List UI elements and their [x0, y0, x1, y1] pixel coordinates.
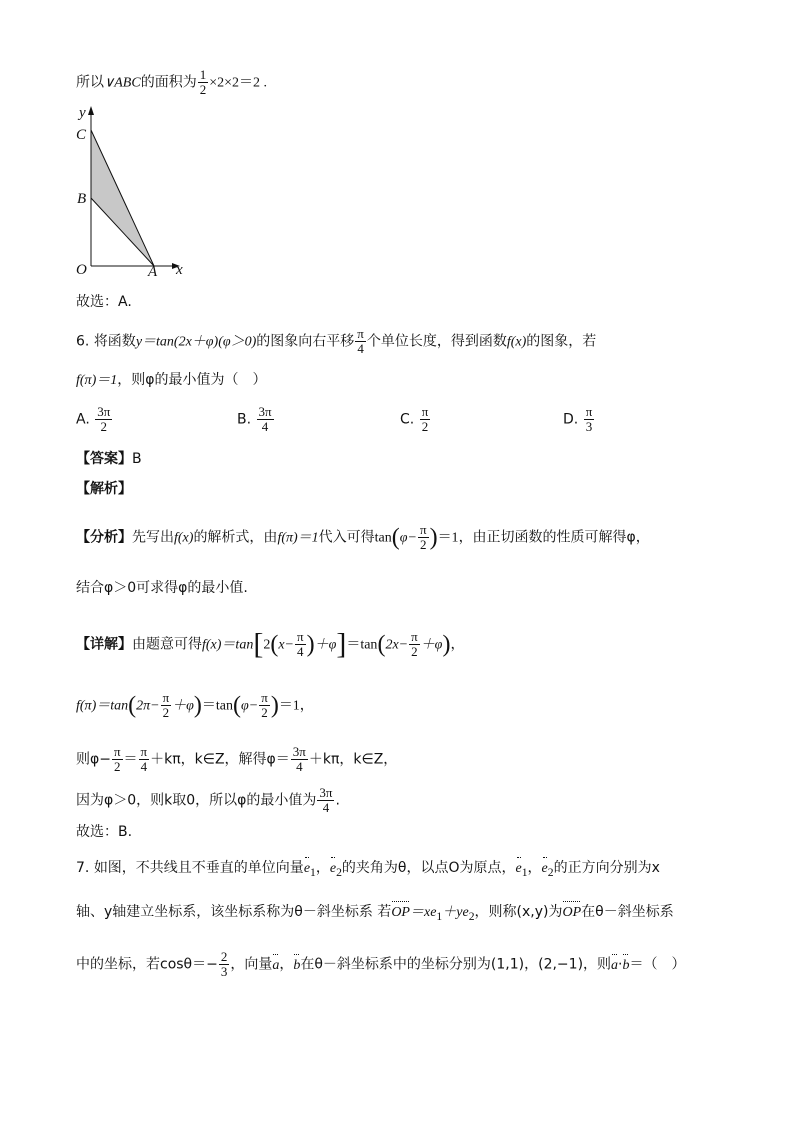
q6-question: ，则φ的最小值为（ ） — [117, 372, 267, 388]
q6-number: 6. — [76, 333, 90, 350]
answer-5: 故选：A. — [76, 294, 132, 310]
triangle-name: ∨ABC — [104, 75, 141, 91]
q6-stem-d: 的图象，若 — [526, 333, 597, 350]
q6-final: 故选：B. — [76, 824, 133, 840]
q6-stem-c: 个单位长度，得到函数 — [366, 333, 507, 350]
point-b-label: B — [77, 191, 87, 207]
area-text-b: 的面积为 — [140, 74, 197, 91]
option-a[interactable]: A. $\frac{3\pi}{2}$ — [76, 404, 111, 434]
q7-line2: 轴、y轴建立坐标系，该坐标系称为θ－斜坐标系 若$OP=xe_1+ye_2$，则称(x,y)为OP在θ－斜坐标系 — [76, 904, 674, 923]
area-tail: ×2×2＝2 . — [209, 75, 267, 91]
q6-options — [76, 405, 716, 441]
point-a-label: A — [148, 264, 158, 280]
q6-answer — [76, 449, 142, 469]
q6-stem-line2 — [76, 370, 266, 391]
q7-number: 7. — [76, 860, 90, 876]
q6-fenxi-line2: 结合φ＞0可求得φ的最小值. — [76, 580, 248, 596]
q6-shift-fraction: $\frac{\pi}{4}$ — [357, 326, 364, 356]
triangle-figure — [70, 103, 200, 283]
option-c[interactable]: C. $\frac{\pi}{2}$ — [400, 404, 429, 434]
q6-detail-line3: 则φ− $\frac{\pi}{2}$ ＝ $\frac{\pi}{4}$ ＋kπ，k∈Z，解得φ＝ $\frac{3\pi}{4}$ ＋kπ，k∈Z， — [76, 744, 398, 774]
q6-stem-a: 将函数 — [93, 333, 136, 350]
half-fraction: $\frac{1}{2}$ — [199, 67, 207, 97]
area-text-a: 所以 — [76, 74, 104, 91]
y-axis-label: y — [79, 105, 86, 121]
fenxi-tag: 【分析】 — [76, 529, 132, 546]
q6-condition: f(π)＝1 — [76, 373, 118, 388]
q7-line1: 7. 如图，不共线且不垂直的单位向量$e_1$，$e_2$的夹角为θ，以点O为原点，$e_1$，$e_2$的正方向分别为x — [76, 860, 660, 879]
q6-stem-line1 — [76, 327, 596, 356]
option-b[interactable]: B. $\frac{3\pi}{4}$ — [237, 404, 272, 434]
detail-tag: 【详解】 — [76, 636, 132, 653]
q6-detail-line2: f(π)＝tan(2π− $\frac{\pi}{2}$ ＋φ)＝tan(φ− $\frac{\pi}{2}$ )＝1， — [76, 690, 314, 720]
analysis-tag: 【解析】 — [76, 481, 132, 497]
q6-fenxi-line1: 【分析】先写出f(x)的解析式，由f(π)＝1代入可得tan(φ− $\frac{\pi}{2}$ )＝1，由正切函数的性质可解得φ， — [76, 522, 650, 552]
y-arrow — [88, 106, 94, 115]
point-c-label: C — [76, 127, 87, 143]
shaded-triangle — [91, 130, 154, 266]
q6-fx: f(x) — [506, 334, 527, 350]
q6-detail-line4: 因为φ＞0，则k取0，所以φ的最小值为 $\frac{3\pi}{4}$ . — [76, 785, 340, 815]
q6-function: y＝tan(2x＋φ)(φ＞0) — [135, 334, 257, 350]
option-d[interactable]: D. $\frac{\pi}{3}$ — [563, 404, 593, 434]
x-axis-label: x — [176, 262, 183, 278]
answer-value: B — [132, 451, 142, 467]
area-line — [76, 68, 267, 97]
origin-label: O — [76, 262, 87, 278]
q7-line3: 中的坐标，若cosθ＝− $\frac{2}{3}$ ，向量a，b在θ－斜坐标系中的坐标分别为(1,1)，(2,−1)，则a·b＝（ ） — [76, 949, 686, 979]
q6-stem-b: 的图象向右平移 — [256, 333, 355, 350]
answer-tag: 【答案】 — [76, 451, 132, 467]
q6-detail-line1: 【详解】由题意可得f(x)＝tan[2(x− $\frac{\pi}{4}$ )＋φ]＝tan(2x− $\frac{\pi}{2}$ ＋φ)， — [76, 627, 465, 661]
